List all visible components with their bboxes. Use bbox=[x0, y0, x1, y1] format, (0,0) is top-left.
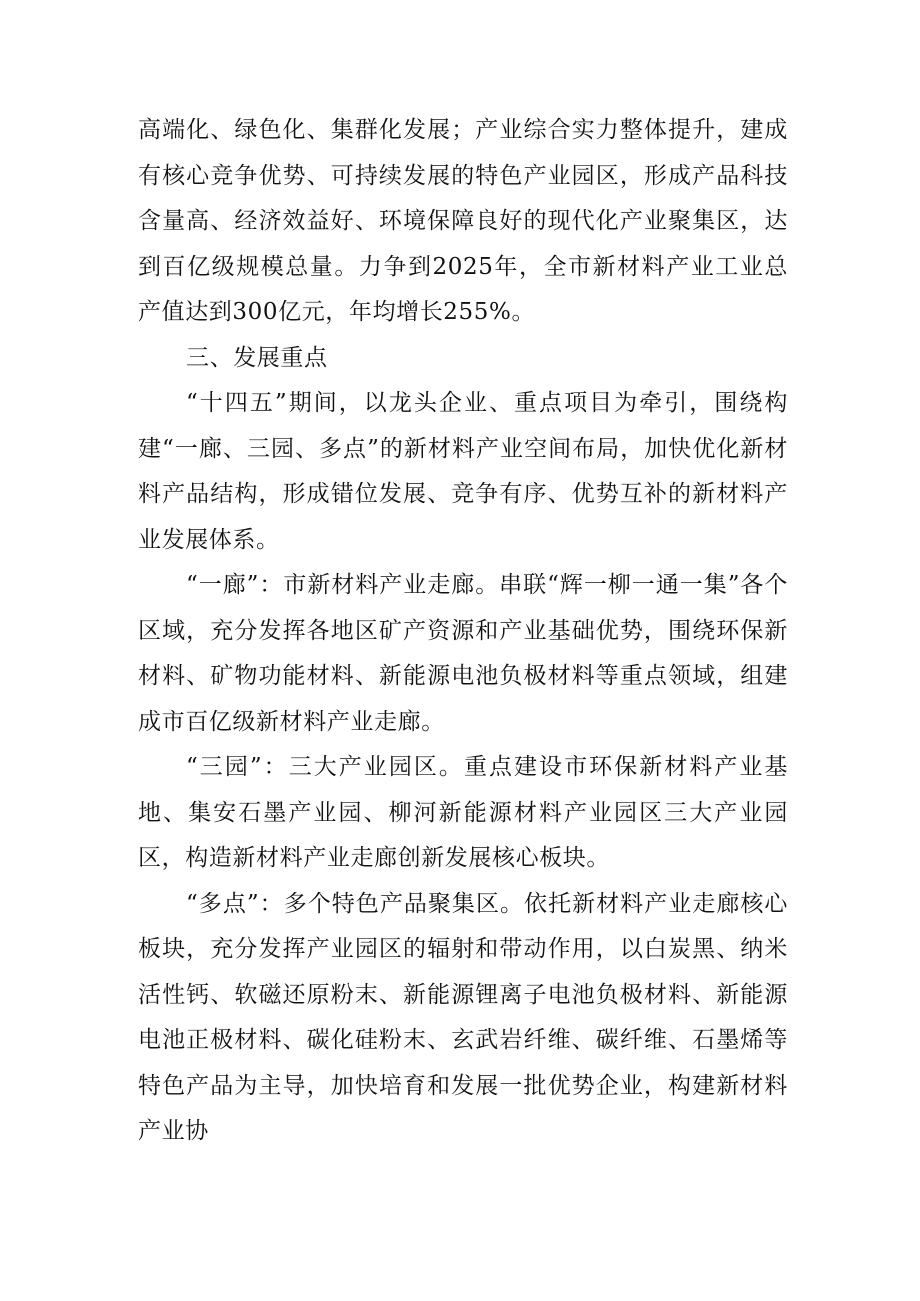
section-heading: 三、发展重点 bbox=[186, 344, 328, 371]
paragraph-continuation: 高端化、绿色化、集群化发展；产业综合实力整体提升，建成有核心竞争优势、可持续发展的特色产业园区，形成产品科技含量高、经济效益好、环境保障良好的现代化产业聚集区，达到百亿级规模总量。力争到2025年，全市新材料产业工业总产值达到300亿元，年均增长255%。 bbox=[138, 117, 788, 325]
paragraph-overview: “十四五”期间，以龙头企业、重点项目为牵引，围绕构建“一廊、三园、多点”的新材料产业空间布局，加快优化新材料产品结构，形成错位发展、竞争有序、优势互补的新材料产业发展体系。 bbox=[138, 390, 788, 553]
paragraph-multiple-points: “多点”：多个特色产品聚集区。依托新材料产业走廊核心板块，充分发挥产业园区的辐射和带动作用，以白炭黑、纳米活性钙、软磁还原粉末、新能源锂离子电池负极材料、新能源电池正极材料、碳化硅粉末、玄武岩纤维、碳纤维、石墨烯等特色产品为主导，加快培育和发展一批优势企业，构建新材料产业协 bbox=[138, 890, 788, 1144]
document-body bbox=[138, 108, 788, 1155]
paragraph-three-parks: “三园”：三大产业园区。重点建设市环保新材料产业基地、集安石墨产业园、柳河新能源材料产业园区三大产业园区，构造新材料产业走廊创新发展核心板块。 bbox=[138, 754, 788, 871]
paragraph-one-corridor: “一廊”：市新材料产业走廊。串联“辉一柳一通一集”各个区域，充分发挥各地区矿产资源和产业基础优势，围绕环保新材料、矿物功能材料、新能源电池负极材料等重点领域，组建成市百亿级新材料产业走廊。 bbox=[138, 572, 788, 735]
